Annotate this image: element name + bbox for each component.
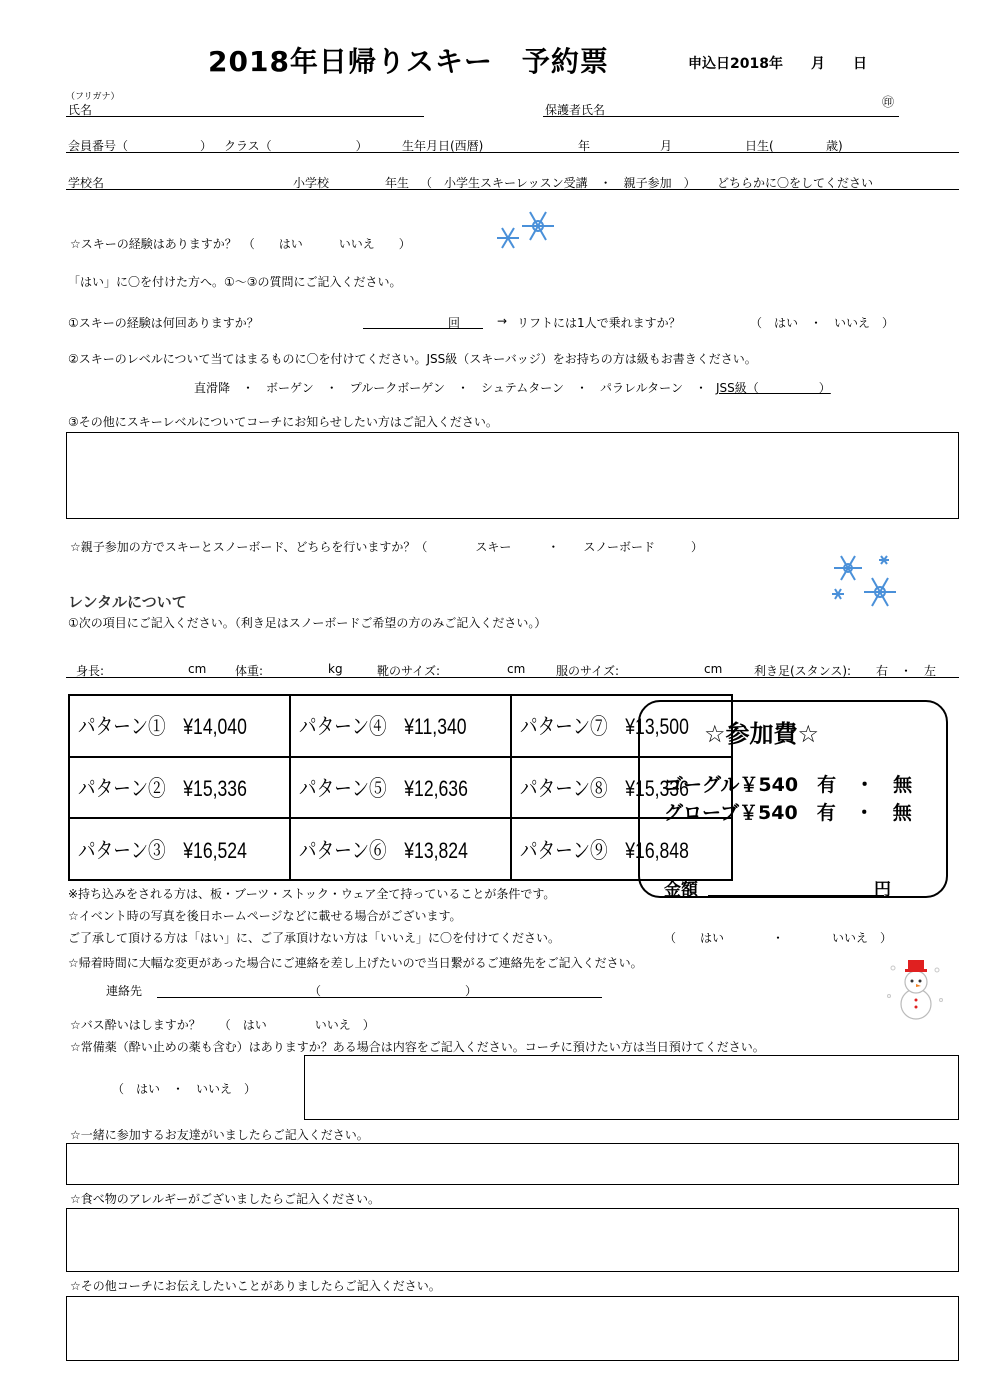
school-label: 学校名 (68, 176, 105, 190)
birth-label: 生年月日(西暦) (402, 139, 484, 153)
medicine-choice[interactable]: （ はい ・ いいえ ） (112, 1082, 257, 1096)
arrow-icon: → (497, 314, 508, 328)
glove-option[interactable]: グローブ￥540 有 ・ 無 (664, 802, 912, 824)
snowflake-icon (826, 548, 902, 614)
amount-unit: 円 (874, 880, 891, 900)
height-label: 身長: (76, 664, 105, 678)
pattern-cell[interactable]: パターン⑥ ¥13,824 (290, 818, 511, 880)
birth-year: 年 (578, 139, 591, 153)
experience-note: 「はい」に〇を付けた方へ。①～③の質問にご記入ください。 (68, 275, 402, 289)
fee-title: ☆参加費☆ (704, 720, 820, 748)
level-notes-box[interactable] (66, 432, 959, 519)
bus-question[interactable]: ☆バス酔いはしますか？ （ はい いいえ ） (70, 1018, 375, 1032)
member-line[interactable] (66, 152, 959, 153)
choice-note: どちらかに〇をしてください (717, 176, 874, 190)
grade-label: 年生 (385, 176, 410, 190)
pattern-cell[interactable]: パターン① ¥14,040 (69, 695, 290, 757)
fee-box (638, 700, 948, 898)
amount-label: 金額 (664, 880, 698, 900)
member-number: 会員番号（ ） (68, 139, 213, 153)
amount-field[interactable] (708, 895, 884, 896)
pattern-cell[interactable]: パターン② ¥15,336 (69, 757, 290, 819)
contact-field[interactable] (157, 997, 602, 998)
friends-question: ☆一緒に参加するお友達がいましたらご記入ください。 (70, 1128, 369, 1142)
age-label: 歳) (826, 139, 843, 153)
snowman-icon (883, 956, 949, 1022)
times-field[interactable] (363, 328, 483, 329)
medicine-question: ☆常備薬（酔い止めの薬も含む）はありますか？ある場合は内容をご記入ください。コーチに預けたい方は当日預けてください。 (70, 1040, 765, 1054)
rental-line[interactable] (66, 677, 959, 678)
seal-mark: ㊞ (882, 95, 895, 109)
weight-label: 体重: (235, 664, 264, 678)
shoe-label: 靴のサイズ: (377, 664, 441, 678)
allergy-box[interactable] (66, 1208, 959, 1272)
height-unit: cm (188, 662, 207, 676)
times-unit: 回 (448, 316, 461, 330)
return-note: ☆帰着時間に大幅な変更があった場合にご連絡を差し上げたいので当日繋がるご連絡先をご記入ください。 (68, 956, 643, 970)
form-title: 2018年日帰りスキー 予約票 (208, 45, 609, 78)
shoe-unit: cm (507, 662, 526, 676)
pattern-cell[interactable]: パターン④ ¥11,340 (290, 695, 511, 757)
lift-choice[interactable]: （ はい ・ いいえ ） (750, 316, 895, 330)
q3-other: ③その他にスキーレベルについてコーチにお知らせしたい方はご記入ください。 (68, 415, 498, 429)
experience-question[interactable]: ☆スキーの経験はありますか？ （ はい いいえ ） (70, 237, 411, 251)
guardian-field[interactable] (543, 116, 899, 117)
contact-paren: （ ） (309, 984, 478, 998)
other-box[interactable] (66, 1296, 959, 1361)
rental-heading: レンタルについて (68, 593, 187, 611)
pattern-cell[interactable]: パターン⑤ ¥12,636 (290, 757, 511, 819)
bring-note: ※持ち込みをされる方は、板・ブーツ・ストック・ウェア全て持っていることが条件です。 (68, 887, 556, 901)
name-field[interactable] (66, 116, 424, 117)
guardian-label: 保護者氏名 (545, 103, 606, 117)
other-question: ☆その他コーチにお伝えしたいことがありましたらご記入ください。 (70, 1279, 441, 1293)
rental-pattern-table (68, 694, 733, 881)
rental-instruction: ①次の項目にご記入ください。（利き足はスノーボードご希望の方のみご記入ください。） (68, 616, 547, 630)
jss-level[interactable]: JSS級（ ） (716, 381, 831, 395)
q1-times: ①スキーの経験は何回ありますか？ (68, 316, 259, 330)
lesson-choice[interactable]: （ 小学生スキーレッスン受講 ・ 親子参加 ） (420, 176, 696, 190)
pattern-cell[interactable]: パターン③ ¥16,524 (69, 818, 290, 880)
application-date: 申込日2018年 月 日 (688, 56, 867, 72)
stance-label: 利き足(スタンス): (754, 664, 852, 678)
clothes-label: 服のサイズ: (556, 664, 620, 678)
lift-question: リフトには1人で乗れますか？ (517, 316, 681, 330)
medicine-box[interactable] (304, 1055, 959, 1120)
furigana-label: （フリガナ） (66, 92, 120, 102)
photo-note: ☆イベント時の写真を後日ホームページなどに載せる場合がございます。 (68, 909, 462, 923)
photo-choice[interactable]: （ はい ・ いいえ ） (664, 931, 893, 945)
pattern-cell[interactable]: パターン⑨ ¥16,848 (511, 818, 732, 880)
pattern-cell[interactable]: パターン⑧ ¥15,336 (511, 757, 732, 819)
allergy-question: ☆食べ物のアレルギーがございましたらご記入ください。 (70, 1192, 380, 1206)
photo-consent: ご了承して頂ける方は「はい」に、ご了承頂けない方は「いいえ」に〇を付けてください。 (68, 931, 561, 945)
pattern-cell[interactable]: パターン⑦ ¥13,500 (511, 695, 732, 757)
goggle-option[interactable]: ゴーグル￥540 有 ・ 無 (664, 774, 913, 796)
snowflake-icon (494, 206, 560, 254)
weight-unit: kg (328, 662, 343, 676)
q2-level: ②スキーのレベルについて当てはまるものに〇を付けてください。JSS級（スキーバッジ）をお持ちの方は級もお書きください。 (68, 352, 757, 366)
birth-month: 月 (660, 139, 673, 153)
contact-label: 連絡先 (106, 984, 143, 998)
school-line[interactable] (66, 189, 959, 190)
name-label: 氏名 (68, 103, 93, 117)
friends-box[interactable] (66, 1143, 959, 1185)
clothes-unit: cm (704, 662, 723, 676)
parent-child-question[interactable]: ☆親子参加の方でスキーとスノーボード、どちらを行いますか？（ スキー ・ スノーボード ） (70, 540, 703, 554)
elementary-label: 小学校 (293, 176, 330, 190)
stance-choice[interactable]: 右 ・ 左 (876, 664, 937, 678)
class-field: クラス（ ） (224, 139, 368, 153)
birth-day: 日生( (745, 139, 774, 153)
level-options[interactable]: 直滑降 ・ ボーゲン ・ プルークボーゲン ・ シュテムターン ・ パラレルターン ・ (194, 381, 707, 395)
